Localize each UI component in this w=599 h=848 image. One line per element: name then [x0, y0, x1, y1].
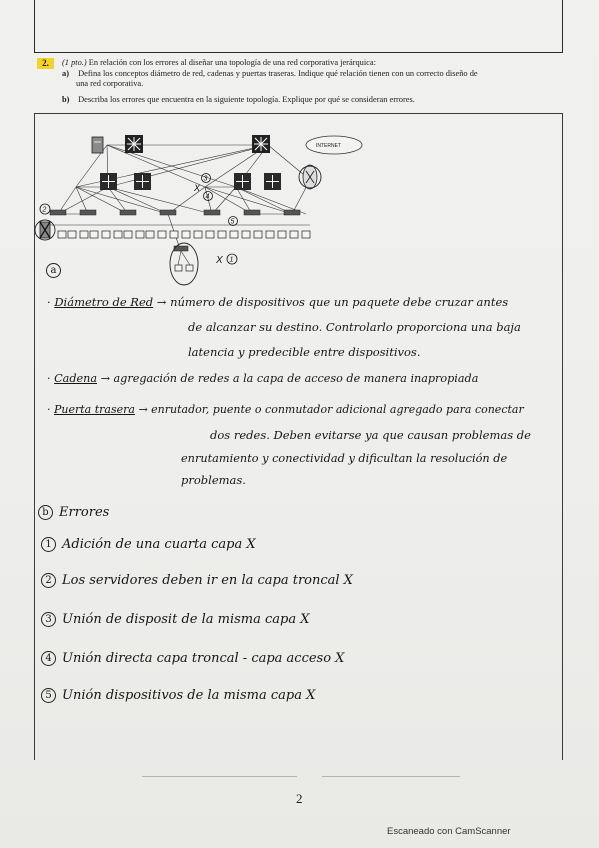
distribution-switch-icon	[100, 173, 117, 190]
marker-3: 3	[203, 175, 208, 183]
cadena-term: Cadena	[54, 372, 98, 385]
access-switch-icon	[50, 210, 66, 215]
marker-4: 4	[205, 193, 210, 201]
diametro-line1: número de dispositivos que un paquete debe cruzar antes	[170, 295, 509, 309]
error-item: 2 Los servidores deben ir en la capa troncal X	[41, 573, 353, 588]
answer-a-label: a	[46, 263, 67, 278]
server-icon	[92, 137, 103, 153]
question-part-a-cont: una red corporativa.	[76, 79, 144, 88]
router-icon	[303, 165, 317, 189]
footer-rule	[322, 776, 460, 777]
cadena-definition: · Cadena → agregación de redes a la capa de acceso de manera inapropiada	[47, 372, 479, 385]
question-points: (1 pto.)	[62, 58, 87, 67]
workstation-row	[58, 231, 310, 238]
internet-label: INTERNET	[316, 143, 341, 149]
internet-cloud-icon	[306, 136, 362, 154]
crossed-server-icon	[40, 222, 50, 238]
puerta-definition: · Puerta trasera → enrutador, puente o conmutador adicional agregado para conectar	[47, 403, 524, 416]
marker-1: 1	[229, 256, 234, 264]
access-switch-icon	[160, 210, 176, 215]
cadena-arrow: →	[100, 372, 110, 385]
puerta-line2: dos redes. Deben evitarse ya que causan problemas de	[210, 428, 531, 442]
marker-2: 2	[42, 206, 47, 214]
answer-b-heading	[38, 505, 109, 520]
diametro-definition: · Diámetro de Red → número de dispositivos que un paquete debe cruzar antes	[47, 295, 509, 309]
cadena-line1: agregación de redes a la capa de acceso de manera inapropiada	[113, 372, 479, 385]
question-part-a	[62, 69, 478, 79]
question-number: 2.	[37, 58, 54, 69]
core-switch-icon	[125, 135, 143, 153]
footer-rule	[142, 776, 297, 777]
puerta-line3: enrutamiento y conectividad y dificultan la resolución de	[181, 452, 508, 465]
part-a-tag: a)	[62, 69, 69, 78]
answer-b-title: Errores	[59, 505, 110, 520]
error-item: 1 Adición de una cuarta capa X	[41, 537, 256, 552]
access-switch-icon	[284, 210, 300, 215]
error-item: 3 Unión de disposit de la misma capa X	[41, 612, 310, 627]
puerta-line4: problemas.	[181, 473, 246, 487]
diametro-line2: de alcanzar su destino. Controlarlo proporciona una baja	[188, 320, 521, 334]
question-part-b	[62, 95, 415, 105]
part-b-text: Describa los errores que encuentra en la siguiente topología. Explique por qué se consideran errores.	[78, 95, 415, 104]
page-number: 2	[296, 791, 303, 806]
puerta-arrow: →	[138, 403, 148, 416]
answer-b-label: b	[38, 505, 53, 520]
diametro-line3: latencia y predecible entre dispositivos.	[188, 345, 421, 359]
diagram-x-mark: X	[194, 183, 201, 193]
core-switch-icon	[252, 135, 270, 153]
error-item: 4 Unión directa capa troncal - capa acceso X	[41, 651, 344, 666]
question-intro-text: En relación con los errores al diseñar una topología de una red corporativa jerárquica:	[88, 58, 376, 67]
error-item: 5 Unión dispositivos de la misma capa X	[41, 688, 315, 703]
diametro-arrow: →	[156, 295, 167, 309]
part-a-line1: Defina los conceptos diámetro de red, cadenas y puertas traseras. Indique qué relación tienen con un correcto diseño de	[78, 69, 478, 78]
puerta-line1: enrutador, puente o conmutador adicional agregado para conectar	[151, 403, 524, 416]
question-intro	[62, 58, 376, 68]
access-switch-icon	[204, 210, 220, 215]
distribution-switch-icon	[264, 173, 281, 190]
puerta-term: Puerta trasera	[54, 403, 135, 416]
access-switch-icon	[80, 210, 96, 215]
network-topology-diagram	[34, 125, 341, 285]
access-switch-icon	[244, 210, 260, 215]
previous-answer-box	[34, 0, 563, 53]
part-b-tag: b)	[62, 95, 70, 104]
diagram-x-mark: X	[216, 255, 223, 266]
marker-5: 5	[230, 218, 235, 226]
scanner-watermark: Escaneado con CamScanner	[387, 826, 511, 837]
access-switch-icon	[120, 210, 136, 215]
distribution-switch-icon	[134, 173, 151, 190]
distribution-switch-icon	[234, 173, 251, 190]
fourth-layer-switch-icon	[174, 246, 193, 271]
diametro-term: Diámetro de Red	[54, 295, 154, 309]
